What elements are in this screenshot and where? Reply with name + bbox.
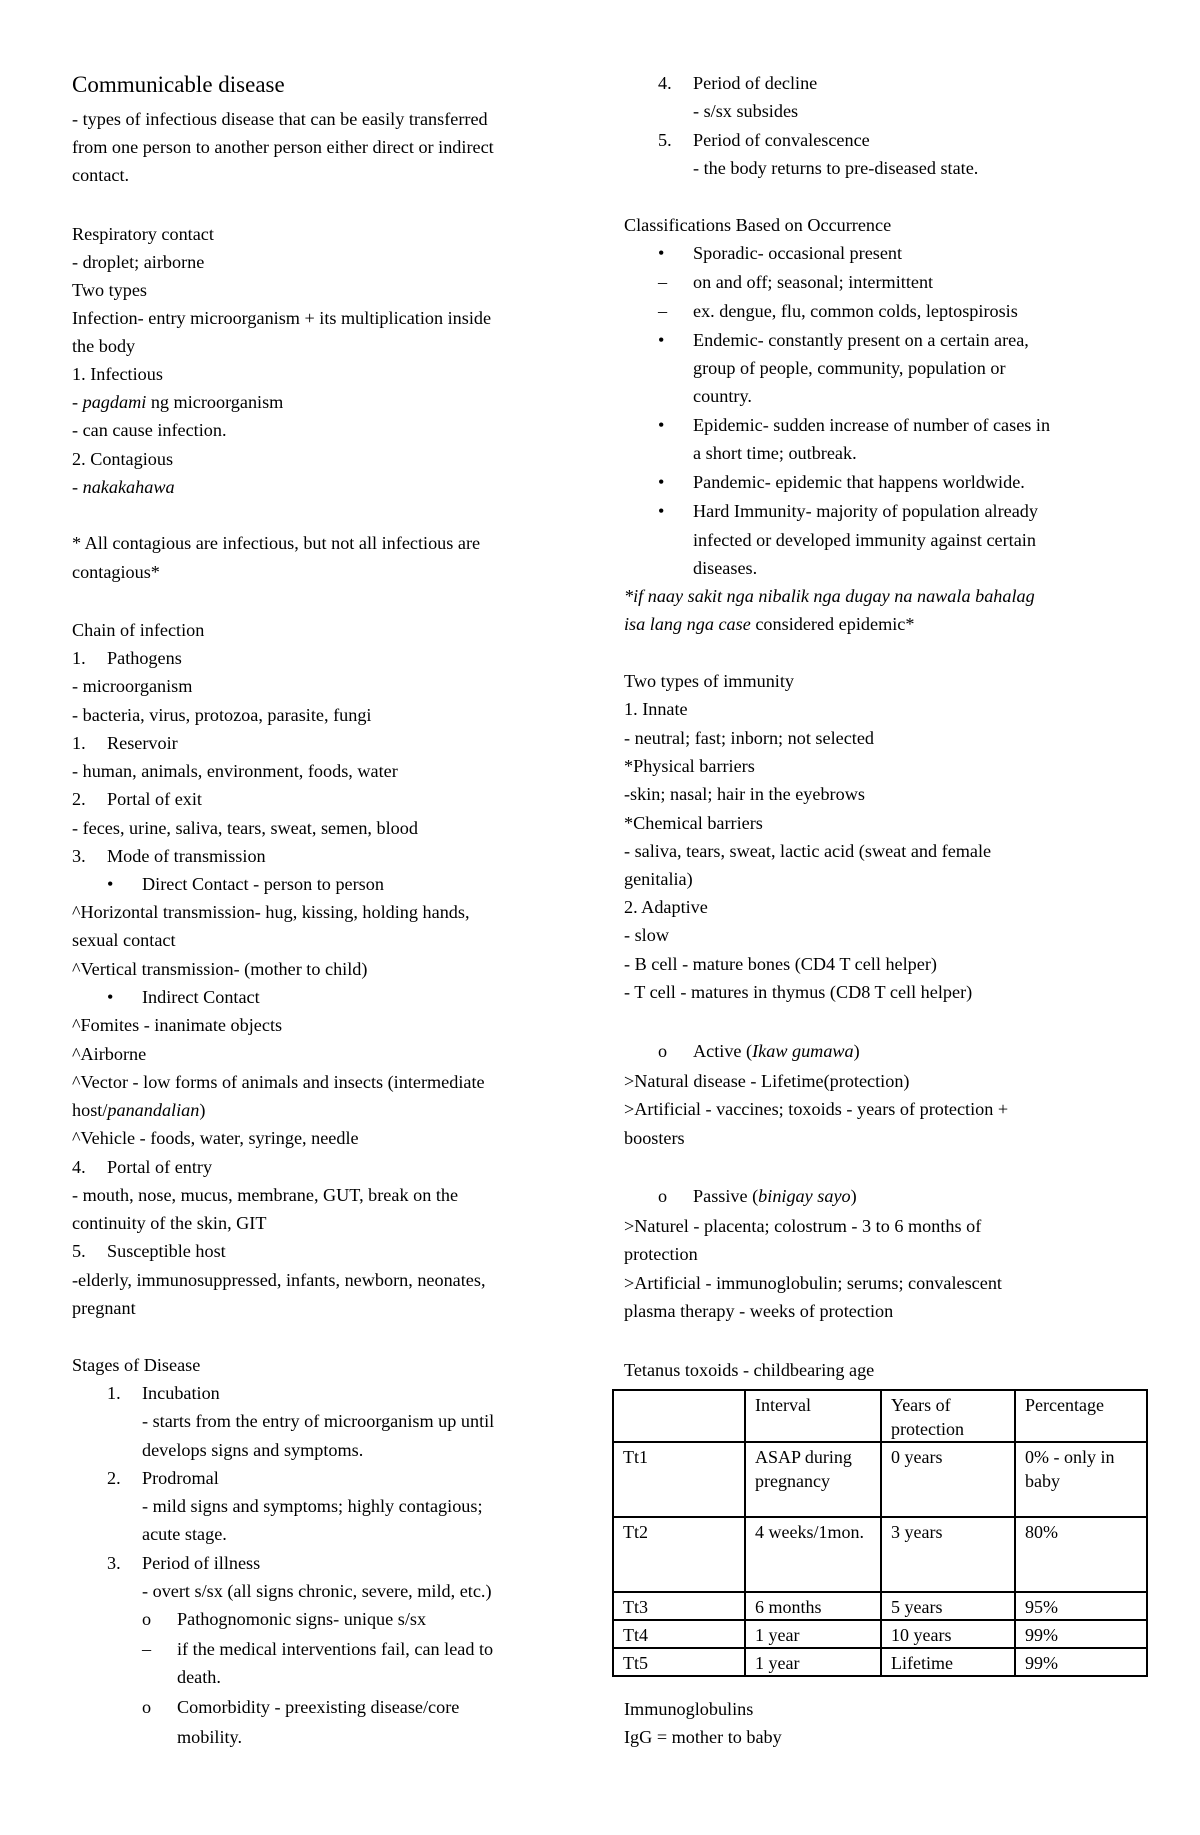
pagdami-italic: pagdami: [82, 392, 147, 412]
bullet-icon: •: [107, 874, 114, 894]
list-number: 4.: [72, 1157, 86, 1177]
list-label: Incubation: [142, 1383, 220, 1403]
immunity-detail: *Chemical barriers: [624, 813, 763, 833]
circle-bullet-icon: o: [142, 1609, 152, 1629]
note-italic: *if naay sakit nga nibalik nga dugay na nawala bahalag: [624, 586, 1035, 606]
immunity-detail: - saliva, tears, sweat, lactic acid (sweat and female: [624, 841, 992, 861]
immunity-detail: plasma therapy - weeks of protection: [624, 1301, 894, 1321]
active-label: Active (: [693, 1041, 753, 1061]
table-cell: 95%: [1015, 1592, 1147, 1620]
stage-detail: - mild signs and symptoms; highly contagious;: [142, 1496, 483, 1516]
nakakahawa-line: [72, 474, 175, 500]
igg-line: IgG = mother to baby: [624, 1727, 782, 1747]
pagdami-rest: ng microorganism: [146, 392, 284, 412]
list-number: 5.: [72, 1241, 86, 1261]
bullet-icon: •: [658, 501, 665, 521]
vector-prefix: host/: [72, 1100, 108, 1120]
nakakahawa-prefix: -: [72, 477, 83, 497]
list-number: 1.: [72, 733, 86, 753]
chain-detail: - feces, urine, saliva, tears, sweat, semen, blood: [72, 818, 418, 838]
table-cell: 80%: [1015, 1517, 1147, 1592]
contagious-heading: 2. Contagious: [72, 449, 174, 469]
table-row: [613, 1620, 1147, 1648]
table-header-cell: Percentage: [1015, 1390, 1147, 1442]
bullet-continuation: diseases.: [693, 558, 758, 578]
vector-suffix: ): [199, 1100, 206, 1120]
table-row: [613, 1648, 1147, 1676]
bullet-continuation: country.: [693, 386, 752, 406]
bullet-text: Epidemic- sudden increase of number of cases in: [693, 415, 1051, 435]
table-cell: ASAP during pregnancy: [745, 1442, 881, 1517]
definition-line: from one person to another person either direct or indirect: [72, 137, 494, 157]
active-italic: Ikaw gumawa: [752, 1041, 854, 1061]
chain-item-pathogens: [72, 645, 182, 671]
stage-detail: acute stage.: [142, 1524, 227, 1544]
list-number: 3.: [107, 1553, 121, 1573]
occurrence-heading: Classifications Based on Occurrence: [624, 215, 892, 235]
immunity-adaptive: 2. Adaptive: [624, 897, 708, 917]
table-cell: 10 years: [881, 1620, 1015, 1648]
list-label: Portal of entry: [107, 1157, 213, 1177]
immunity-detail: - B cell - mature bones (CD4 T cell helper): [624, 954, 937, 974]
bullet-icon: •: [658, 472, 665, 492]
immunity-detail: -skin; nasal; hair in the eyebrows: [624, 784, 865, 804]
bullet-continuation: a short time; outbreak.: [693, 443, 857, 463]
immunity-detail: boosters: [624, 1128, 685, 1148]
immunity-detail: - neutral; fast; inborn; not selected: [624, 728, 874, 748]
note-italic: isa lang nga case: [624, 614, 751, 634]
bullet-continuation: group of people, community, population or: [693, 358, 1006, 378]
chain-item-host: [72, 1238, 226, 1264]
respiratory-heading: Respiratory contact: [72, 224, 214, 244]
chain-detail: ^Airborne: [72, 1044, 147, 1064]
chain-detail: ^Fomites - inanimate objects: [72, 1015, 283, 1035]
bullet-icon: •: [107, 987, 114, 1007]
immunity-detail: genitalia): [624, 869, 693, 889]
table-cell: 3 years: [881, 1517, 1015, 1592]
definition-line: contact.: [72, 165, 130, 185]
circle-bullet-icon: o: [658, 1186, 668, 1206]
list-number: 5.: [658, 130, 672, 150]
stage-detail: - the body returns to pre-diseased state.: [693, 158, 979, 178]
list-number: 1.: [72, 648, 86, 668]
chain-detail: -elderly, immunosuppressed, infants, newborn, neonates,: [72, 1270, 486, 1290]
bullet-icon: •: [658, 243, 665, 263]
dash-bullet-icon: –: [142, 1639, 152, 1659]
pagdami-line: [72, 389, 283, 415]
list-label: Susceptible host: [107, 1241, 226, 1261]
stage-detail: - starts from the entry of microorganism up until: [142, 1411, 495, 1431]
bullet-text: Sporadic- occasional present: [693, 243, 903, 263]
bullet-continuation: death.: [177, 1667, 221, 1687]
chain-detail: - microorganism: [72, 676, 193, 696]
vector-italic: panandalian: [107, 1100, 200, 1120]
immunity-heading: Two types of immunity: [624, 671, 794, 691]
table-cell: Tt1: [613, 1442, 745, 1517]
immunity-detail: - T cell - matures in thymus (CD8 T cell helper): [624, 982, 973, 1002]
epidemic-note: [624, 583, 1035, 609]
passive-close: ): [850, 1186, 857, 1206]
note-rest: considered epidemic*: [750, 614, 915, 634]
list-label: Mode of transmission: [107, 846, 266, 866]
passive-label: Passive (: [693, 1186, 759, 1206]
chain-detail: ^Horizontal transmission- hug, kissing, holding hands,: [72, 902, 470, 922]
can-cause-line: - can cause infection.: [72, 420, 227, 440]
immunity-detail: >Artificial - vaccines; toxoids - years of protection +: [624, 1099, 1009, 1119]
list-number: 2.: [72, 789, 86, 809]
bullet-text: on and off; seasonal; intermittent: [693, 272, 934, 292]
tetanus-caption: Tetanus toxoids - childbearing age: [624, 1360, 875, 1380]
stage-detail: - overt s/sx (all signs chronic, severe, mild, etc.): [142, 1581, 492, 1601]
chain-detail: - mouth, nose, mucus, membrane, GUT, break on the: [72, 1185, 459, 1205]
immunity-detail: >Naturel - placenta; colostrum - 3 to 6 months of: [624, 1216, 982, 1236]
active-close: ): [853, 1041, 860, 1061]
table-header-row: [613, 1390, 1147, 1442]
bullet-text: Pandemic- epidemic that happens worldwide.: [693, 472, 1025, 492]
list-label: Period of decline: [693, 73, 818, 93]
respiratory-line: - droplet; airborne: [72, 252, 205, 272]
infectious-heading: 1. Infectious: [72, 364, 163, 384]
chain-detail: - bacteria, virus, protozoa, parasite, fungi: [72, 705, 372, 725]
chain-item-reservoir: [72, 730, 178, 756]
table-cell: 99%: [1015, 1620, 1147, 1648]
bullet-text: Indirect Contact: [142, 987, 260, 1007]
chain-detail: - human, animals, environment, foods, water: [72, 761, 398, 781]
table-row: [613, 1442, 1147, 1517]
contagious-note: contagious*: [72, 562, 160, 582]
table-header-cell: Years of protection: [881, 1390, 1015, 1442]
bullet-icon: •: [658, 415, 665, 435]
immunity-detail: - slow: [624, 925, 669, 945]
passive-italic: binigay sayo: [758, 1186, 851, 1206]
two-types-heading: Two types: [72, 280, 148, 300]
table-cell: 0% - only in baby: [1015, 1442, 1147, 1517]
list-number: 3.: [72, 846, 86, 866]
bullet-text: Pathognomonic signs- unique s/sx: [177, 1609, 427, 1629]
chain-item-mode: [72, 843, 266, 869]
chain-heading: Chain of infection: [72, 620, 205, 640]
table-cell: Tt5: [613, 1648, 745, 1676]
circle-bullet-icon: o: [658, 1041, 668, 1061]
dash-bullet-icon: –: [658, 272, 668, 292]
table-cell: 6 months: [745, 1592, 881, 1620]
list-number: 1.: [107, 1383, 121, 1403]
immunity-detail: >Natural disease - Lifetime(protection): [624, 1071, 910, 1091]
dash-bullet-icon: –: [658, 301, 668, 321]
immunity-detail: >Artificial - immunoglobulin; serums; convalescent: [624, 1273, 1002, 1293]
stages-heading: Stages of Disease: [72, 1355, 201, 1375]
immunoglobulins-heading: Immunoglobulins: [624, 1699, 754, 1719]
table-header-cell: Interval: [745, 1390, 881, 1442]
table-cell: 5 years: [881, 1592, 1015, 1620]
vector-line: [72, 1097, 205, 1123]
chain-item-entry: [72, 1154, 213, 1180]
immunity-innate: 1. Innate: [624, 699, 688, 719]
chain-detail: ^Vertical transmission- (mother to child): [72, 959, 368, 979]
table-row: [613, 1592, 1147, 1620]
active-text: [693, 1038, 860, 1064]
bullet-text: Comorbidity - preexisting disease/core: [177, 1697, 460, 1717]
definition-line: - types of infectious disease that can be easily transferred: [72, 109, 488, 129]
table-cell: Lifetime: [881, 1648, 1015, 1676]
page-title: Communicable disease: [72, 72, 285, 97]
table-header-cell: [613, 1390, 745, 1442]
bullet-text: if the medical interventions fail, can lead to: [177, 1639, 494, 1659]
table-cell: 99%: [1015, 1648, 1147, 1676]
infection-definition: the body: [72, 336, 136, 356]
chain-detail: ^Vehicle - foods, water, syringe, needle: [72, 1128, 359, 1148]
list-label: Prodromal: [142, 1468, 219, 1488]
passive-text: [693, 1183, 857, 1209]
list-label: Portal of exit: [107, 789, 202, 809]
list-label: Period of convalescence: [693, 130, 870, 150]
list-label: Reservoir: [107, 733, 178, 753]
table-cell: 4 weeks/1mon.: [745, 1517, 881, 1592]
list-number: 2.: [107, 1468, 121, 1488]
epidemic-note: [624, 611, 914, 637]
immunity-detail: *Physical barriers: [624, 756, 755, 776]
list-number: 4.: [658, 73, 672, 93]
chain-item-exit: [72, 786, 202, 812]
bullet-text: ex. dengue, flu, common colds, leptospirosis: [693, 301, 1018, 321]
nakakahawa-italic: nakakahawa: [82, 477, 175, 497]
table-cell: Tt3: [613, 1592, 745, 1620]
chain-detail: continuity of the skin, GIT: [72, 1213, 267, 1233]
table-cell: 1 year: [745, 1648, 881, 1676]
chain-detail: pregnant: [72, 1298, 136, 1318]
contagious-note: * All contagious are infectious, but not all infectious are: [72, 533, 481, 553]
circle-bullet-icon: o: [142, 1697, 152, 1717]
table-row: [613, 1517, 1147, 1592]
immunity-detail: protection: [624, 1244, 698, 1264]
bullet-continuation: infected or developed immunity against certain: [693, 530, 1036, 550]
chain-detail: sexual contact: [72, 930, 176, 950]
stage-detail: - s/sx subsides: [693, 101, 799, 121]
bullet-text: Direct Contact - person to person: [142, 874, 384, 894]
table-cell: Tt2: [613, 1517, 745, 1592]
bullet-icon: •: [658, 330, 665, 350]
table-cell: 0 years: [881, 1442, 1015, 1517]
list-label: Period of illness: [142, 1553, 261, 1573]
infection-definition: Infection- entry microorganism + its multiplication inside: [72, 308, 492, 328]
bullet-text: Endemic- constantly present on a certain area,: [693, 330, 1029, 350]
chain-detail: ^Vector - low forms of animals and insects (intermediate: [72, 1072, 485, 1092]
bullet-text: Hard Immunity- majority of population already: [693, 501, 1038, 521]
table-cell: 1 year: [745, 1620, 881, 1648]
table-cell: Tt4: [613, 1620, 745, 1648]
pagdami-prefix: -: [72, 392, 83, 412]
tetanus-table: [612, 1389, 1148, 1677]
list-label: Pathogens: [107, 648, 182, 668]
stage-detail: develops signs and symptoms.: [142, 1440, 364, 1460]
bullet-continuation: mobility.: [177, 1727, 243, 1747]
